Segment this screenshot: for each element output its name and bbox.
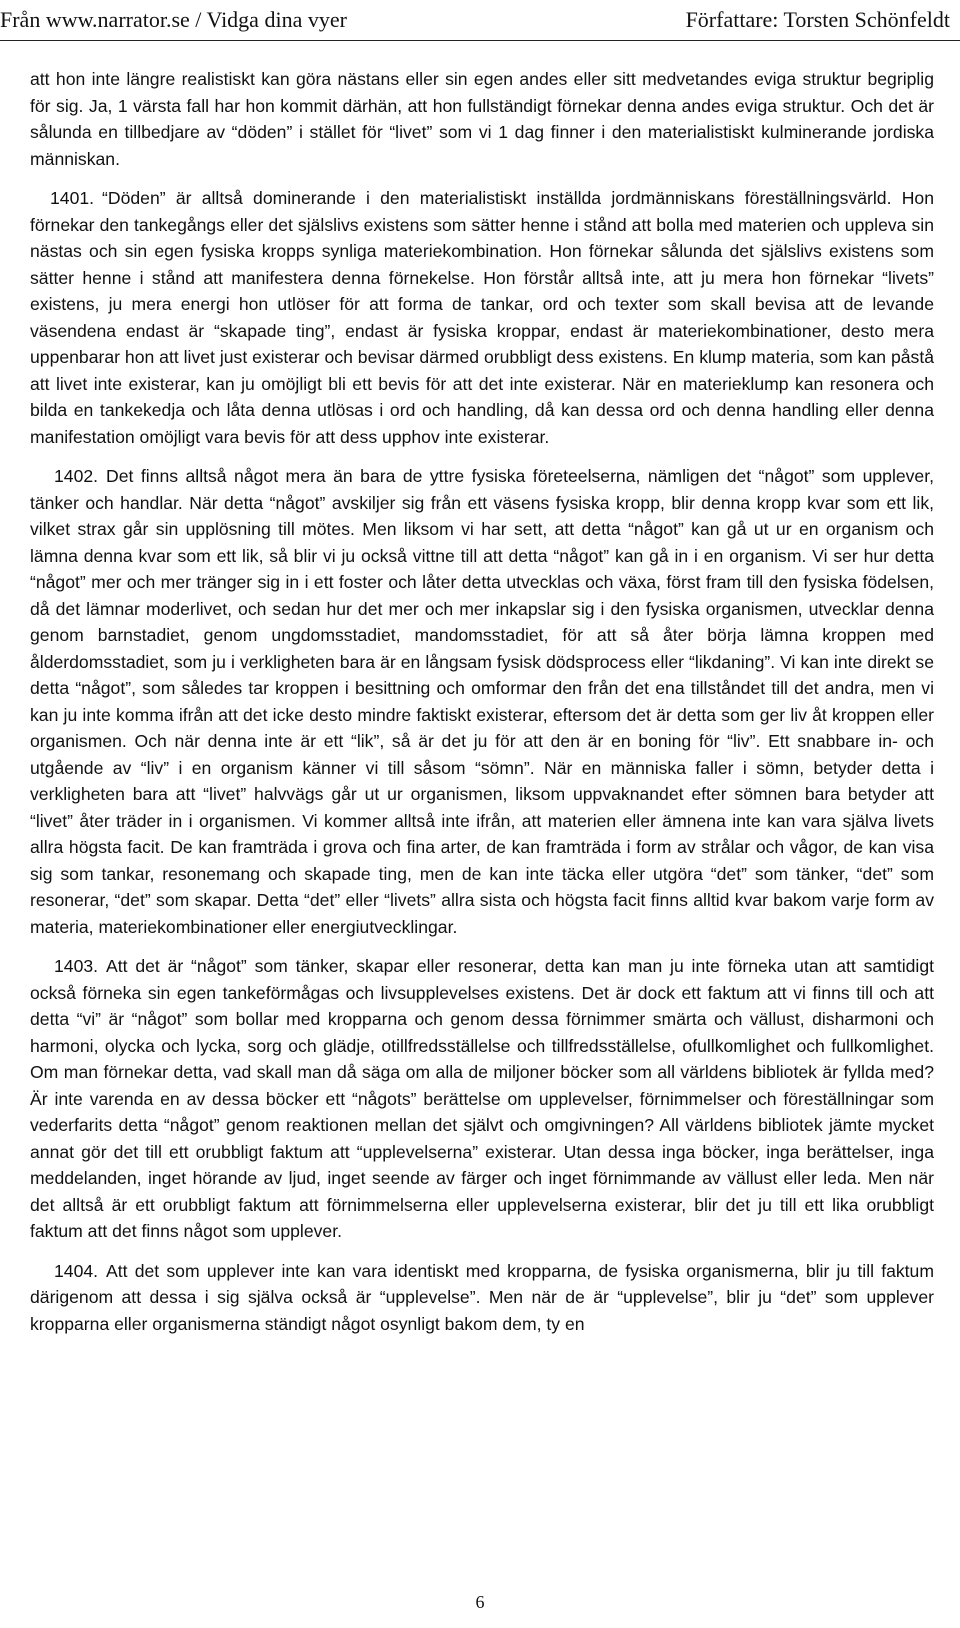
header-author: Författare: Torsten Schönfeldt — [685, 7, 950, 32]
paragraph-1402 — [30, 463, 934, 940]
paragraph-1404 — [30, 1258, 934, 1338]
paragraph-1403 — [30, 953, 934, 1245]
body-text — [30, 66, 934, 1350]
paragraph-1401 — [30, 185, 934, 450]
paragraph-text: att hon inte längre realistiskt kan göra nästans eller sin egen andes eller sitt medvetandes eviga struktur begriplig för sig. Ja, 1 värsta fall har hon kommit därhän, att hon fullständigt förnekar denna andes eviga struktur. Och det är sålunda en tillbedjare av “döden” i stället för “livet” som vi 1 dag finner i den materialistiskt kulminerande jordiska människan. — [30, 69, 934, 169]
paragraph-text: Att det som upplever inte kan vara identiskt med kropparna, de fysiska organismerna, blir ju till faktum därigenom att dessa i sig själva också är “upplevelse”. Men när de är “upplevelse”, blir ju “det” som upplever kropparna eller organismerna ständigt något osynligt bakom dem, ty en — [30, 1260, 934, 1334]
page-header — [0, 4, 960, 40]
paragraph-text: Det finns alltså något mera än bara de yttre fysiska företeelserna, nämligen det “något” som upplever, tänker och handlar. När detta “något” avskiljer sig från ett väsens fysiska kropp, blir denna kropp kvar som ett lik, vilket strax går sin upplösning till mötes. Men liksom vi har sett, att detta “något” kan gå ut ur en organism och lämna denna kvar som ett lik, så blir vi ju också vittne till att detta “något” kan gå in i en organism. Vi ser hur detta “något” mer och mer tränger sig in i ett foster och låter detta utvecklas och växa, först fram till den fysiska födelsen, då det lämnar moderlivet, och sedan hur det mer och mer inkapslar sig i den fysiska organismen, utvecklar denna genom barnstadiet, genom ungdomsstadiet, mandomsstadiet, för att så åter börja lämna kroppen med ålderdomsstadiet, som ju i verkligheten bara är en långsam fysisk dödsprocess eller “likdaning”. Vi kan inte direkt se detta “något”, som således tar kroppen i besittning och omformar den från det ena tillståndet till det andra, men vi kan ju inte komma ifrån att det icke desto mindre faktiskt existerar, eftersom det är detta som ger liv åt kroppen eller organismen. Och när denna inte är ett “lik”, så är det ju för att den är en boning för “liv”. Ett snabbare in- och utgående av “liv” i en organism känner vi till såsom “sömn”. När en människa faller i sömn, betyder detta i verkligheten bara att “livet” halvvägs går ut ur organismen, liksom uppvaknandet efter sömnen bara betyder att “livet” åter träder in i organismen. Vi kommer alltså inte ifrån, att materien eller ämnena inte kan vara själva livets allra högsta facit. De kan framträda i grova och fina arter, de kan framträda i form av strålar och vågor, de kan visa sig som tankar, resonemang och skapade ting, men de kan inte täcka eller utgöra “det” som tänker, “det” som resonerar, “det” som skapar. Detta “det” eller “livets” allra sista och högsta facit finns alltid kvar bakom varje form av materia, materiekombinationer eller energiutvecklingar. — [30, 466, 934, 937]
paragraph-number: 1402. — [54, 466, 99, 486]
paragraph-number: 1401. — [50, 188, 95, 208]
paragraph-text: “Döden” är alltså dominerande i den materialistiskt inställda jordmänniskans föreställningsvärld. Hon förnekar den tankegångs eller det själslivs existens som sätter henne i stånd att bolla med materien och uppleva sin nästas och sin egen fysiska kropps synliga materiekombination. Hon förnekar sålunda det själslivs existens som sätter henne i stånd att manifestera denna förnekelse. Hon förstår alltså inte, att ju mera hon förnekar “livets” existens, ju mera energi hon utlöser för att forma de tankar, ord och texter som skall bevisa att de levande väsendena endast är “skapade ting”, endast är fysiska kroppar, endast är materiekombinationer, desto mera uppenbarar hon att livet just existerar och bevisar därmed orubbligt dess existens. En klump materia, som kan påstå att livet inte existerar, kan ju omöjligt bli ett bevis för att det inte existerar. När en materieklump kan resonera och bilda en tankekedja och låta denna utlösas i ord och handling, då kan dessa ord och denna handling eller denna manifestation omöjligt vara bevis för att dess upphov inte existerar. — [30, 188, 934, 447]
paragraph-number: 1404. — [54, 1260, 99, 1281]
header-divider — [0, 40, 960, 41]
paragraph-number: 1403. — [54, 956, 99, 976]
header-source: Från www.narrator.se / Vidga dina vyer — [0, 7, 347, 32]
paragraph-text: Att det är “något” som tänker, skapar eller resonerar, detta kan man ju inte förneka utan att samtidigt också förneka sin egen tankeförmågas och livsupplevelses existens. Det är dock ett faktum att vi finns till och att detta “vi” är “något” som bollar med kropparna och genom dessa förnimmer smärta och vällust, disharmoni och harmoni, olycka och lycka, sorg och glädje, otillfredsställelse och tillfredsställelse, ofullkomlighet och fullkomlighet. Om man förnekar detta, vad skall man då säga om alla de miljoner böcker som all världens bibliotek är fyllda med? Är inte varenda en av dessa böcker ett “någots” berättelse om upplevelser, förnimmelser och föreställningar som vederfarits detta “något” genom reaktionen mellan det självt och omgivningen? All världens bibliotek jämte mycket annat gör det till ett orubbligt faktum att “upplevelserna” existerar. Utan dessa inga böcker, inga berättelser, inga meddelanden, inget hörande av ljud, inget seende av färger och inget förnimmande av vällust eller leda. Men när det alltså är ett orubbligt faktum att förnimmelserna eller upplevelserna existerar, blir det ju till ett lika orubbligt faktum att det finns något som upplever. — [30, 956, 934, 1241]
paragraph-continuation — [30, 66, 934, 172]
page-number: 6 — [475, 1592, 485, 1612]
